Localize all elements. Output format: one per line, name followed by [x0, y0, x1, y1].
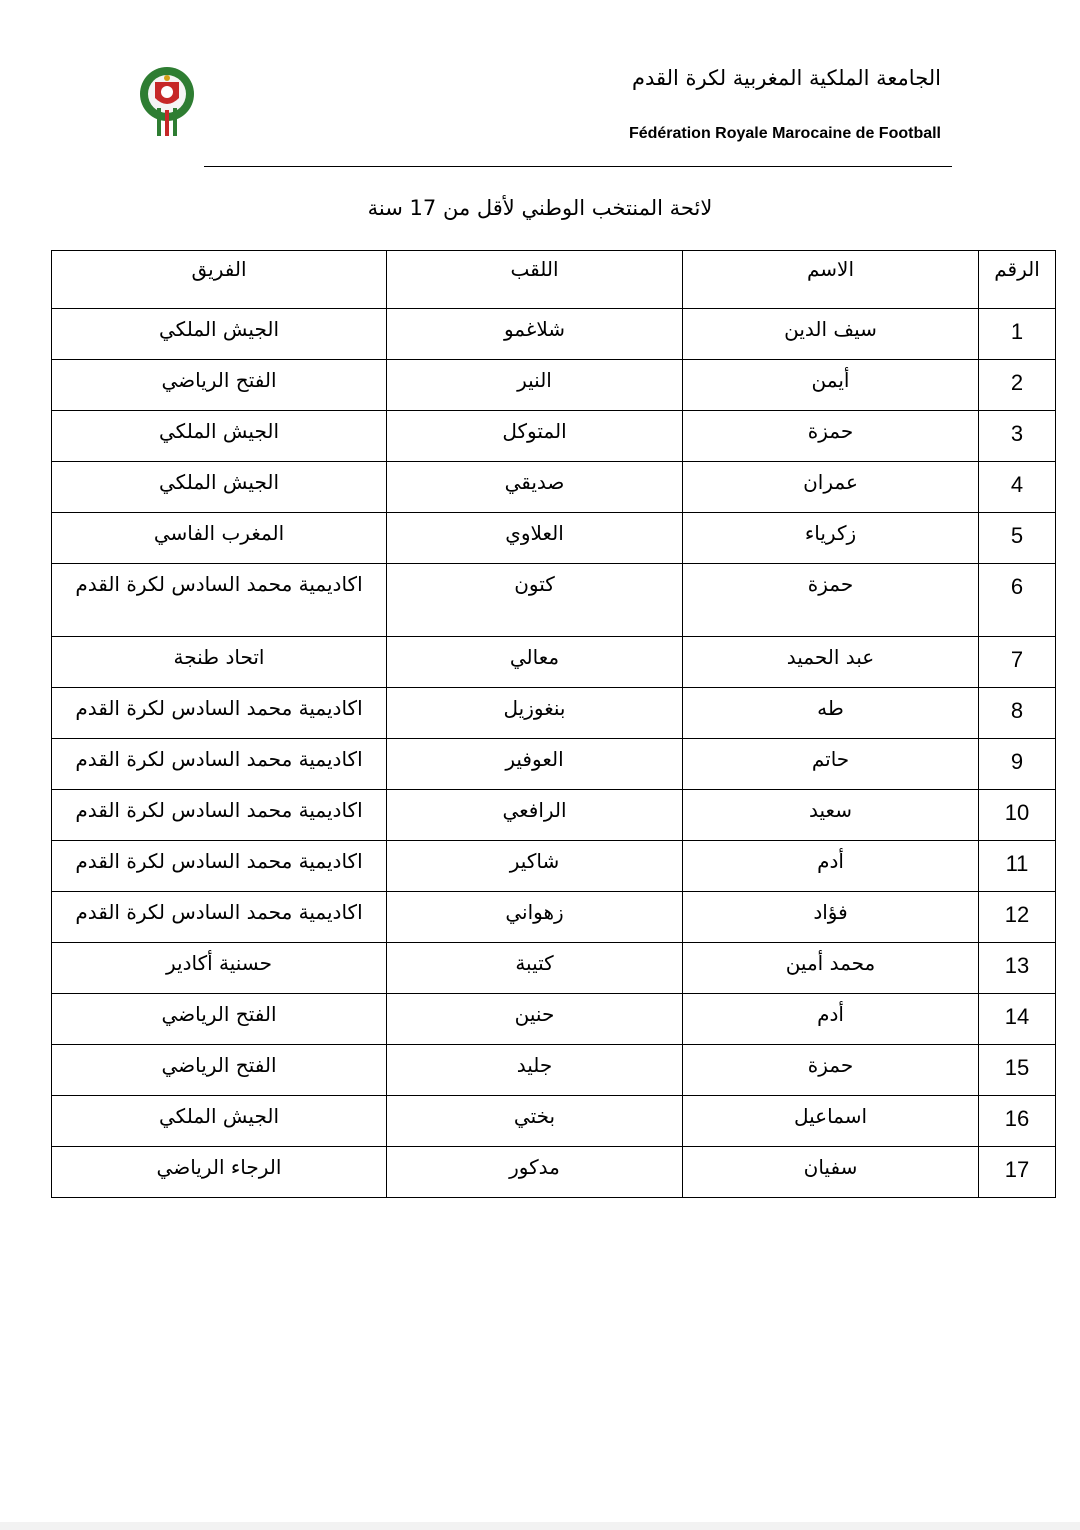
player-first-name: حمزة [683, 564, 979, 637]
player-first-name: أيمن [683, 360, 979, 411]
table-row [52, 892, 1056, 943]
player-number: 11 [979, 841, 1056, 892]
table-row [52, 1096, 1056, 1147]
roster-table [51, 250, 1056, 1198]
federation-name-french: Fédération Royale Marocaine de Football [628, 125, 941, 142]
player-number: 16 [979, 1096, 1056, 1147]
table-row [52, 790, 1056, 841]
player-number: 14 [979, 994, 1056, 1045]
frmf-logo-icon [138, 66, 196, 140]
federation-name-arabic: الجامعة الملكية المغربية لكرة القدم [631, 66, 941, 90]
table-row [52, 360, 1056, 411]
player-club: الجيش الملكي [52, 309, 387, 360]
player-number: 13 [979, 943, 1056, 994]
player-number: 1 [979, 309, 1056, 360]
column-header-last-name: اللقب [387, 251, 683, 309]
player-last-name: المتوكل [387, 411, 683, 462]
player-club: الجيش الملكي [52, 1096, 387, 1147]
player-first-name: أدم [683, 994, 979, 1045]
player-first-name: حاتم [683, 739, 979, 790]
player-first-name: أدم [683, 841, 979, 892]
player-club: اكاديمية محمد السادس لكرة القدم [52, 841, 387, 892]
player-club: اتحاد طنجة [52, 637, 387, 688]
player-club: اكاديمية محمد السادس لكرة القدم [52, 739, 387, 790]
table-row [52, 411, 1056, 462]
table-row [52, 739, 1056, 790]
player-first-name: حمزة [683, 1045, 979, 1096]
table-row [52, 1147, 1056, 1198]
player-club: اكاديمية محمد السادس لكرة القدم [52, 688, 387, 739]
player-first-name: طه [683, 688, 979, 739]
player-number: 2 [979, 360, 1056, 411]
player-first-name: عمران [683, 462, 979, 513]
player-last-name: كتون [387, 564, 683, 637]
player-last-name: معالي [387, 637, 683, 688]
player-number: 10 [979, 790, 1056, 841]
player-first-name: سيف الدين [683, 309, 979, 360]
logo-crown [164, 75, 170, 81]
player-club: المغرب الفاسي [52, 513, 387, 564]
table-row [52, 1045, 1056, 1096]
table-row [52, 309, 1056, 360]
column-header-first-name: الاسم [683, 251, 979, 309]
player-first-name: سعيد [683, 790, 979, 841]
table-header-row [52, 251, 1056, 309]
player-first-name: حمزة [683, 411, 979, 462]
player-club: الرجاء الرياضي [52, 1147, 387, 1198]
logo-ball [161, 86, 173, 98]
player-number: 3 [979, 411, 1056, 462]
player-first-name: محمد أمين [683, 943, 979, 994]
column-header-number: الرقم [979, 251, 1056, 309]
player-last-name: جليد [387, 1045, 683, 1096]
column-header-club: الفريق [52, 251, 387, 309]
player-last-name: كتيبة [387, 943, 683, 994]
logo-right-post [173, 108, 177, 136]
table-row [52, 462, 1056, 513]
player-club: اكاديمية محمد السادس لكرة القدم [52, 564, 387, 637]
logo-center-post [165, 110, 169, 136]
player-number: 15 [979, 1045, 1056, 1096]
table-row [52, 841, 1056, 892]
table-row [52, 564, 1056, 637]
player-number: 5 [979, 513, 1056, 564]
player-club: الفتح الرياضي [52, 1045, 387, 1096]
player-number: 6 [979, 564, 1056, 637]
player-number: 9 [979, 739, 1056, 790]
player-last-name: الرافعي [387, 790, 683, 841]
player-last-name: شاكير [387, 841, 683, 892]
table-row [52, 688, 1056, 739]
player-last-name: بختي [387, 1096, 683, 1147]
player-number: 4 [979, 462, 1056, 513]
player-club: اكاديمية محمد السادس لكرة القدم [52, 790, 387, 841]
header-divider [204, 166, 952, 167]
player-number: 12 [979, 892, 1056, 943]
page-bottom-strip [0, 1522, 1080, 1530]
player-first-name: سفيان [683, 1147, 979, 1198]
table-row [52, 637, 1056, 688]
player-last-name: النير [387, 360, 683, 411]
player-number: 8 [979, 688, 1056, 739]
player-number: 17 [979, 1147, 1056, 1198]
player-last-name: مدكور [387, 1147, 683, 1198]
player-first-name: اسماعيل [683, 1096, 979, 1147]
player-first-name: عبد الحميد [683, 637, 979, 688]
table-row [52, 994, 1056, 1045]
player-last-name: العوفير [387, 739, 683, 790]
player-club: حسنية أكادير [52, 943, 387, 994]
table-row [52, 943, 1056, 994]
logo-left-post [157, 108, 161, 136]
player-last-name: حنين [387, 994, 683, 1045]
player-club: الجيش الملكي [52, 411, 387, 462]
player-last-name: بنغوزيل [387, 688, 683, 739]
player-last-name: العلاوي [387, 513, 683, 564]
table-row [52, 513, 1056, 564]
player-club: الجيش الملكي [52, 462, 387, 513]
player-last-name: صديقي [387, 462, 683, 513]
player-number: 7 [979, 637, 1056, 688]
player-club: اكاديمية محمد السادس لكرة القدم [52, 892, 387, 943]
player-last-name: زهواني [387, 892, 683, 943]
player-last-name: شلاغمو [387, 309, 683, 360]
player-club: الفتح الرياضي [52, 360, 387, 411]
page-title: لائحة المنتخب الوطني لأقل من 17 سنة [367, 196, 713, 220]
player-club: الفتح الرياضي [52, 994, 387, 1045]
player-first-name: زكرياء [683, 513, 979, 564]
player-first-name: فؤاد [683, 892, 979, 943]
